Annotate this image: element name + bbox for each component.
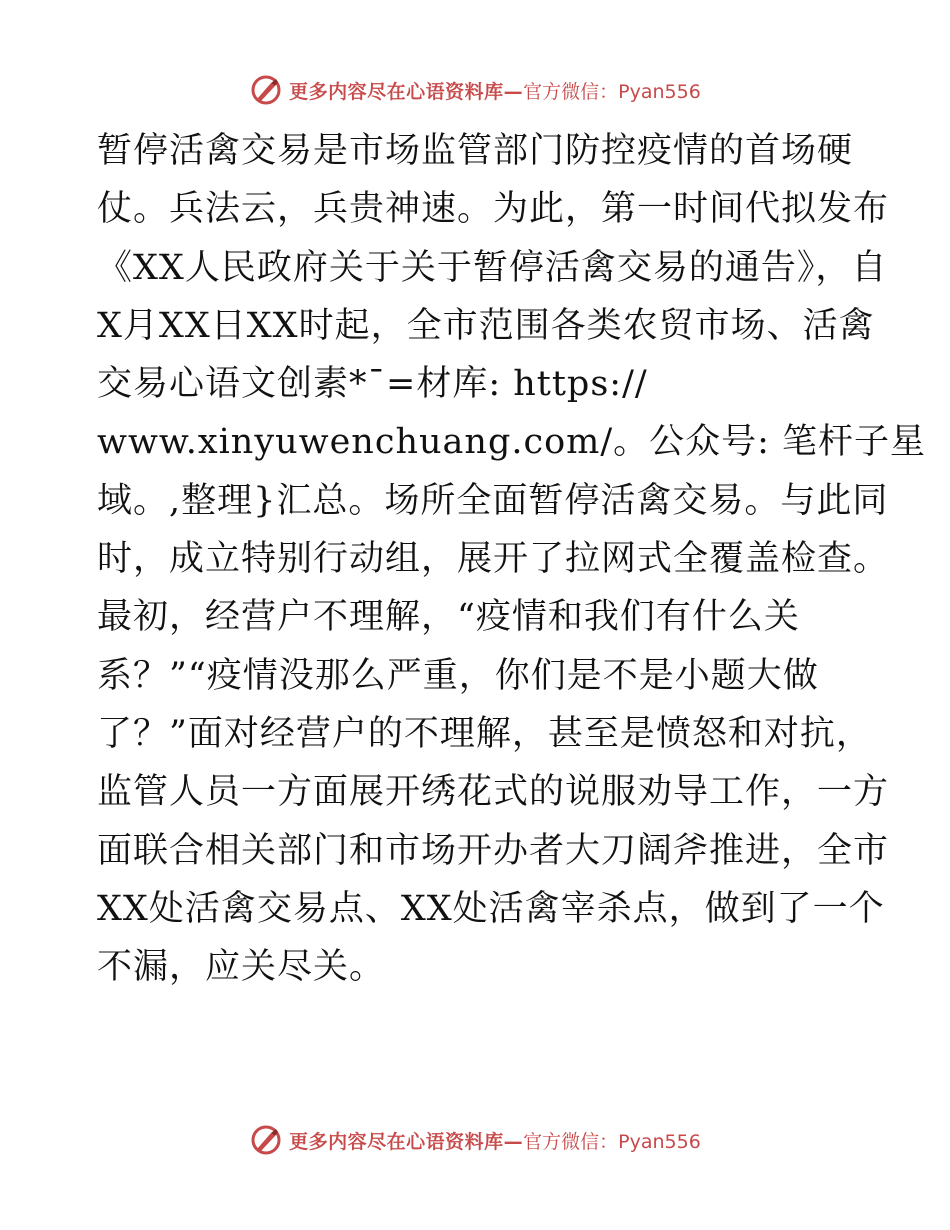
header-banner-text: 更多内容尽在心语资料库— [289, 80, 524, 103]
body-line: 最初，经营户不理解，“疫情和我们有什么关 [97, 597, 800, 638]
body-line: XX处活禽交易点、XX处活禽宰杀点，做到了一个 [97, 888, 885, 929]
footer-banner-text: 更多内容尽在心语资料库— [289, 1130, 524, 1153]
body-line: 暂停活禽交易是市场监管部门防控疫情的首场硬 [97, 131, 854, 171]
header-banner [0, 70, 950, 110]
body-line: 监管人员一方面展开绣花式的说服劝导工作，一方 [97, 772, 890, 813]
footer-banner [0, 1120, 950, 1160]
body-line: 《XX人民政府关于关于暂停活禽交易的通告》，自 [97, 247, 888, 288]
document-body [97, 122, 927, 996]
pen-logo-icon [249, 73, 283, 107]
header-banner-contact: 官方微信：Pyan556 [523, 80, 701, 103]
body-line: 了？”面对经营户的不理解，甚至是愤怒和对抗， [97, 713, 872, 754]
body-line: 系？”“疫情没那么严重，你们是不是小题大做 [97, 655, 819, 696]
pen-logo-icon [249, 1123, 283, 1157]
body-line: X月XX日XX时起，全市范围各类农贸市场、活禽 [97, 305, 875, 346]
body-line: 交易心语文创素*¯=材库: https:// [97, 364, 648, 405]
body-line: 不漏，应关尽关。 [97, 947, 386, 988]
body-line: 面联合相关部门和市场开办者大刀阔斧推进，全市 [97, 830, 890, 871]
body-line: 时，成立特别行动组，展开了拉网式全覆盖检查。 [97, 539, 890, 580]
body-line: www.xinyuwenchuang.com/。公众号: 笔杆子星 [97, 422, 927, 463]
footer-banner-contact: 官方微信：Pyan556 [523, 1130, 701, 1153]
body-line: 域。,整理}汇总。场所全面暂停活禽交易。与此同 [97, 480, 889, 521]
body-line: 仗。兵法云，兵贵神速。为此，第一时间代拟发布 [97, 189, 890, 230]
